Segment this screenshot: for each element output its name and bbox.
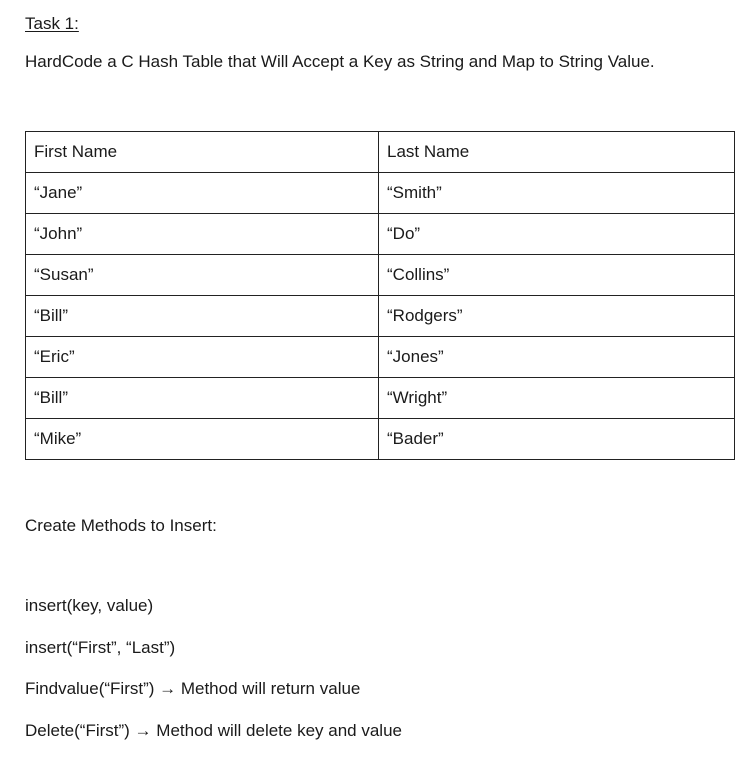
first-name-cell: “Jane”: [26, 173, 379, 214]
column-header-last-name: Last Name: [379, 132, 735, 173]
task-title: Task 1:: [25, 14, 79, 33]
last-name-cell: “Collins”: [379, 255, 735, 296]
methods-heading: Create Methods to Insert:: [25, 516, 217, 535]
last-name-cell: “Rodgers”: [379, 296, 735, 337]
last-name-cell: “Wright”: [379, 378, 735, 419]
method-list: [25, 596, 402, 762]
method-line: insert(“First”, “Last”): [25, 637, 176, 657]
first-name-cell: “Susan”: [26, 255, 379, 296]
column-header-first-name: First Name: [26, 132, 379, 173]
first-name-cell: “Mike”: [26, 419, 379, 460]
table-row: [26, 255, 735, 296]
last-name-cell: “Do”: [379, 214, 735, 255]
last-name-cell: “Bader”: [379, 419, 735, 460]
method-line: insert(key, value): [25, 596, 154, 615]
last-name-cell: “Smith”: [379, 173, 735, 214]
first-name-cell: “Bill”: [26, 378, 379, 419]
method-line: Findvalue(“First”) → Method will return value: [25, 679, 361, 698]
table-row: [26, 337, 735, 378]
first-name-cell: “Bill”: [26, 296, 379, 337]
table-row: [26, 296, 735, 337]
method-line: Delete(“First”) → Method will delete key and value: [25, 720, 402, 740]
first-name-cell: “John”: [26, 214, 379, 255]
task-description: HardCode a C Hash Table that Will Accept a Key as String and Map to String Value.: [25, 52, 655, 71]
last-name-cell: “Jones”: [379, 337, 735, 378]
names-table: [25, 131, 735, 460]
table-row: [26, 214, 735, 255]
table-row: [26, 173, 735, 214]
table-header-row: [26, 132, 735, 173]
first-name-cell: “Eric”: [26, 337, 379, 378]
table-row: [26, 419, 735, 460]
table-row: [26, 378, 735, 419]
